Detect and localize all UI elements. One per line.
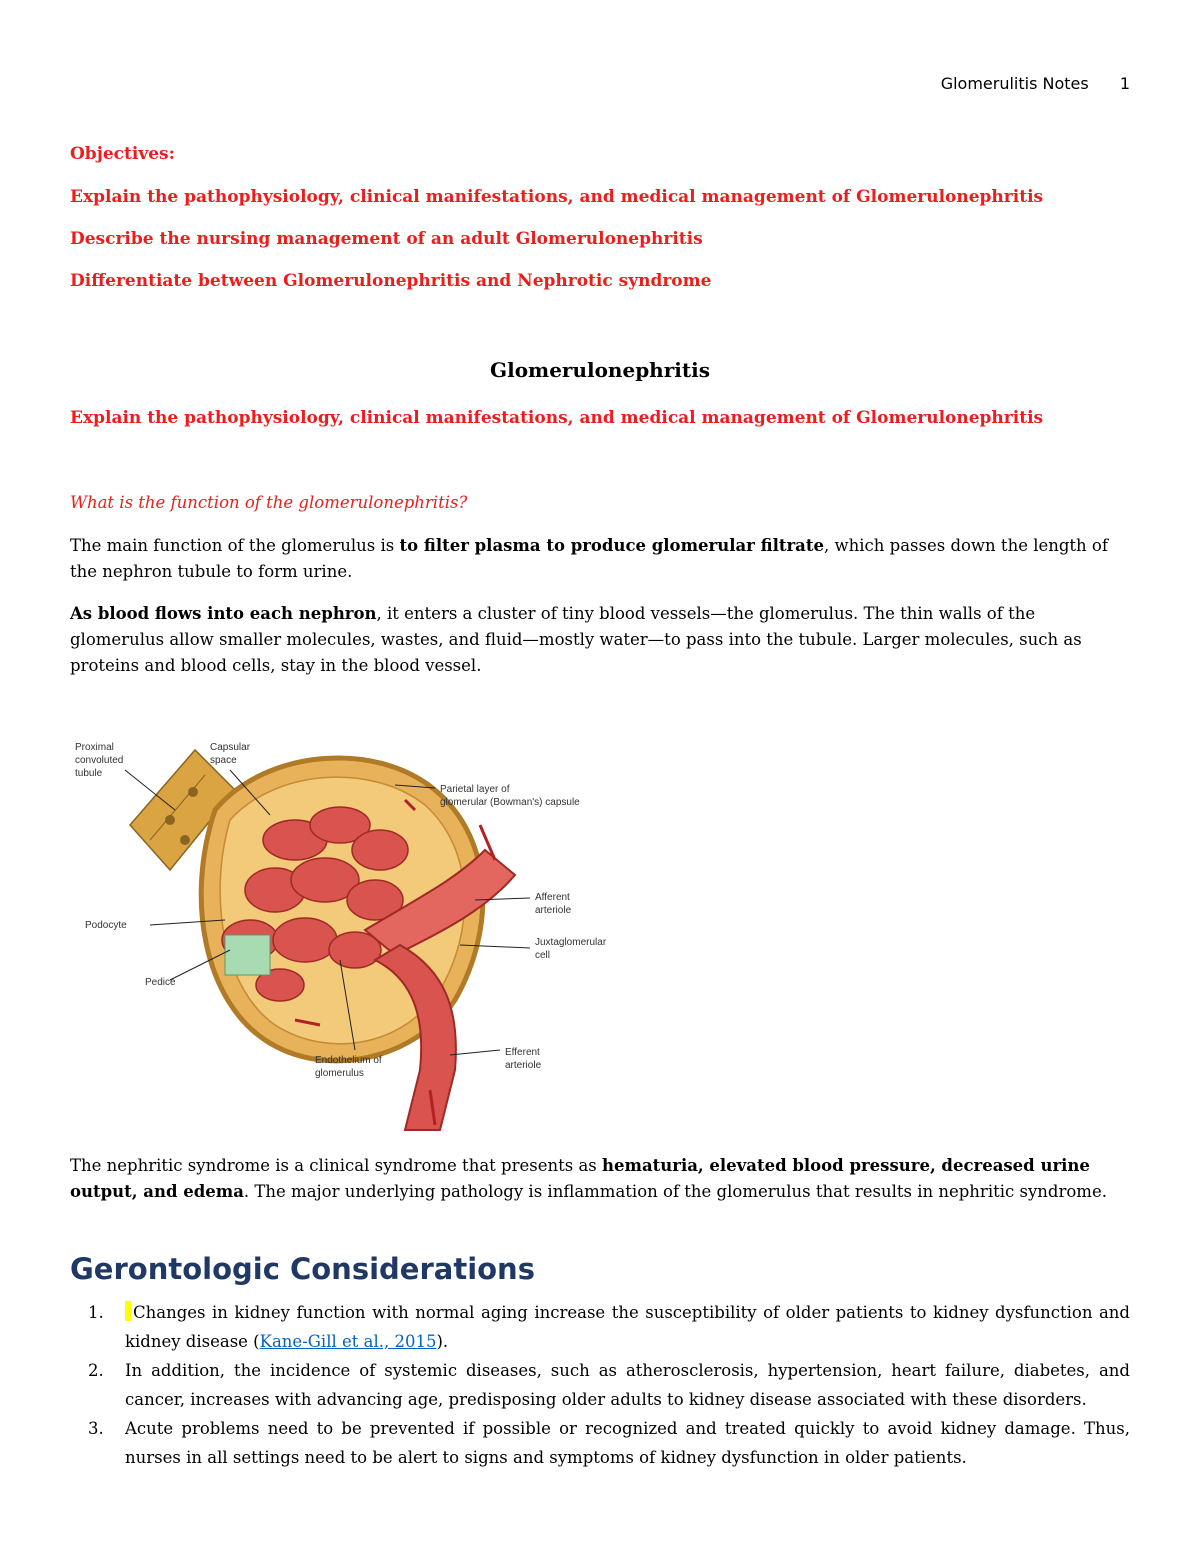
- p3-bold: hematuria, elevated blood pressure, decreased urine output, and edema: [70, 1156, 1090, 1201]
- section-title: Glomerulonephritis: [490, 358, 710, 382]
- p1-bold: to filter plasma to produce glomerular filtrate: [399, 536, 824, 555]
- list-text: Acute problems need to be prevented if possible or recognized and treated quickly to avoid kidney damage. Thus, nurses in all settings need to be alert to signs and symptoms of kidney dysfunction in older patients.: [125, 1419, 1130, 1467]
- list-item: [70, 1298, 1130, 1356]
- section-subtitle: Explain the pathophysiology, clinical manifestations, and medical management of Glomerulonephritis: [70, 408, 1044, 428]
- p2-text: , it enters a cluster of tiny blood vessels—the glomerulus. The thin walls of the glomerulus allow smaller molecules, wastes, and fluid—mostly water—to pass into the tubule. Larger molecules, such as proteins and blood cells, stay in the blood vessel.: [70, 604, 1082, 675]
- section-question: What is the function of the glomerulonephritis?: [70, 493, 468, 512]
- list-number: 3.: [88, 1419, 104, 1438]
- paragraph-nephritic-syndrome: [70, 1153, 1130, 1205]
- list-number: 2.: [88, 1361, 104, 1380]
- p3-text-a: The nephritic syndrome is a clinical syndrome that presents as: [70, 1156, 602, 1175]
- label-endothelium: Endothelium of glomerulus: [315, 1055, 382, 1079]
- objective-item-1: Explain the pathophysiology, clinical manifestations, and medical management of Glomerulonephritis: [70, 187, 1044, 207]
- label-proximal-tubule: Proximal convoluted tubule: [75, 742, 124, 779]
- p1-text-c: , which passes down the length of the nephron tubule to form urine.: [70, 536, 1108, 581]
- p1-text-a: The main function of the glomerulus is: [70, 536, 400, 555]
- page-header: [941, 74, 1130, 93]
- gerontologic-heading: Gerontologic Considerations: [70, 1252, 535, 1286]
- paragraph-blood-flow: [70, 601, 1130, 679]
- p3-text-c: . The major underlying pathology is inflammation of the glomerulus that results in nephritic syndrome.: [243, 1182, 1107, 1201]
- objective-item-3: Differentiate between Glomerulonephritis and Nephrotic syndrome: [70, 271, 712, 291]
- label-parietal-layer: Parietal layer of glomerular (Bowman's) capsule: [440, 784, 580, 808]
- label-pedicel: Pedice: [145, 977, 176, 988]
- label-podocyte: Podocyte: [85, 920, 127, 931]
- label-juxtaglomerular-cell: Juxtaglomerular cell: [535, 937, 607, 961]
- citation-link[interactable]: Kane-Gill et al., 2015: [259, 1332, 437, 1351]
- page-number: 1: [1119, 74, 1130, 93]
- gerontologic-list: [70, 1298, 1130, 1472]
- list-number: 1.: [88, 1303, 104, 1322]
- list-text: In addition, the incidence of systemic diseases, such as atherosclerosis, hypertension, heart failure, diabetes, and cancer, increases with advancing age, predisposing older adults to kidney disease associated with these disorders.: [125, 1361, 1130, 1409]
- header-title: Glomerulitis Notes: [940, 74, 1089, 93]
- pedicel-inset: [225, 935, 270, 975]
- label-efferent-arteriole: Efferent arteriole: [505, 1047, 542, 1071]
- list-item: [70, 1414, 1130, 1472]
- label-capsular-space: Capsular space: [210, 742, 251, 766]
- list-text-end: ).: [436, 1332, 449, 1351]
- list-item: [70, 1356, 1130, 1414]
- label-afferent-arteriole: Afferent arteriole: [535, 892, 572, 916]
- objectives-heading: Objectives:: [70, 144, 175, 164]
- paragraph-glomerulus-function: [70, 533, 1130, 585]
- objective-item-2: Describe the nursing management of an adult Glomerulonephritis: [70, 229, 703, 249]
- glomerulus-diagram: [75, 730, 635, 1140]
- list-text: Changes in kidney function with normal aging increase the susceptibility of older patients to kidney dysfunction and kidney disease (: [125, 1303, 1130, 1351]
- highlight-mark: [125, 1301, 131, 1321]
- p2-bold: As blood flows into each nephron: [70, 604, 377, 623]
